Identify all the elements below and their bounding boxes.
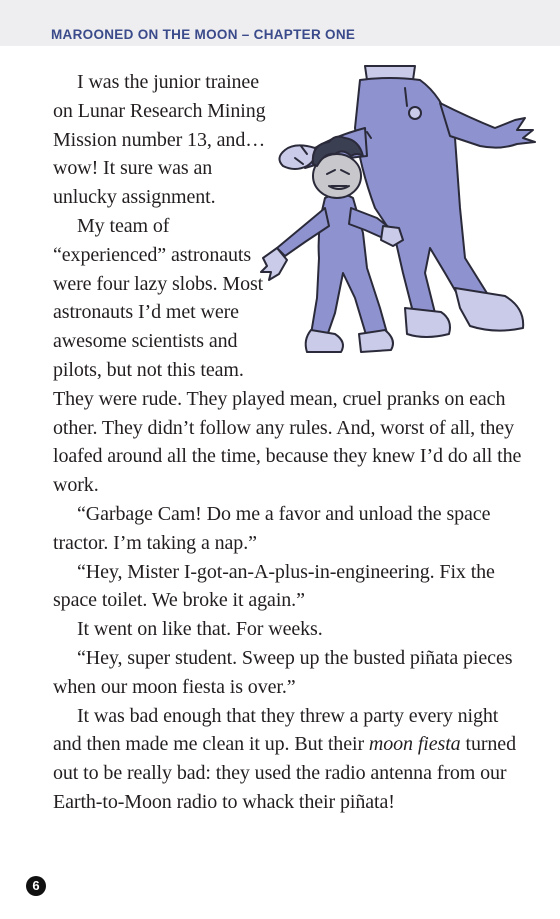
paragraph: I was the junior trainee on Lunar Research Mining Mission number 13, and… wow! It sure was an unlucky assignment.: [53, 71, 266, 209]
emphasis-text: moon fiesta: [368, 733, 461, 756]
running-header: [0, 0, 560, 46]
story-text: [53, 68, 523, 817]
paragraph-text: My team of “experienced” astronauts were four lazy slobs. Most astronauts I’d met were awesome scientists and pilots, but not this team. They were rude. They played mean, cruel pranks on each other. They didn’t follow any rules. And, worst of all, they loafed around all the time, because they knew I’d do all the work.: [53, 214, 522, 497]
paragraph: “Hey, Mister I-got-an-A-plus-in-engineering. Fix the space toilet. We broke it again.”: [53, 560, 495, 612]
paragraph: “Garbage Cam! Do me a favor and unload the space tractor. I’m taking a nap.”: [53, 502, 491, 554]
paragraph: “Hey, super student. Sweep up the busted piñata pieces when our moon fiesta is over.”: [53, 646, 513, 698]
page-number: 6: [26, 876, 46, 896]
paragraph-text: turned out to be really bad: they used the radio antenna from our Earth-to-Moon radio to whack their piñata!: [53, 733, 516, 813]
paragraph: It went on like that. For weeks.: [77, 618, 323, 641]
paragraph-text: It was bad enough that they threw a party every night and then made me clean it up. But their: [53, 704, 499, 756]
illustration-float-spacer: [273, 68, 523, 356]
chapter-title: MAROONED ON THE MOON – CHAPTER ONE: [51, 27, 356, 42]
paragraph: [53, 702, 523, 817]
